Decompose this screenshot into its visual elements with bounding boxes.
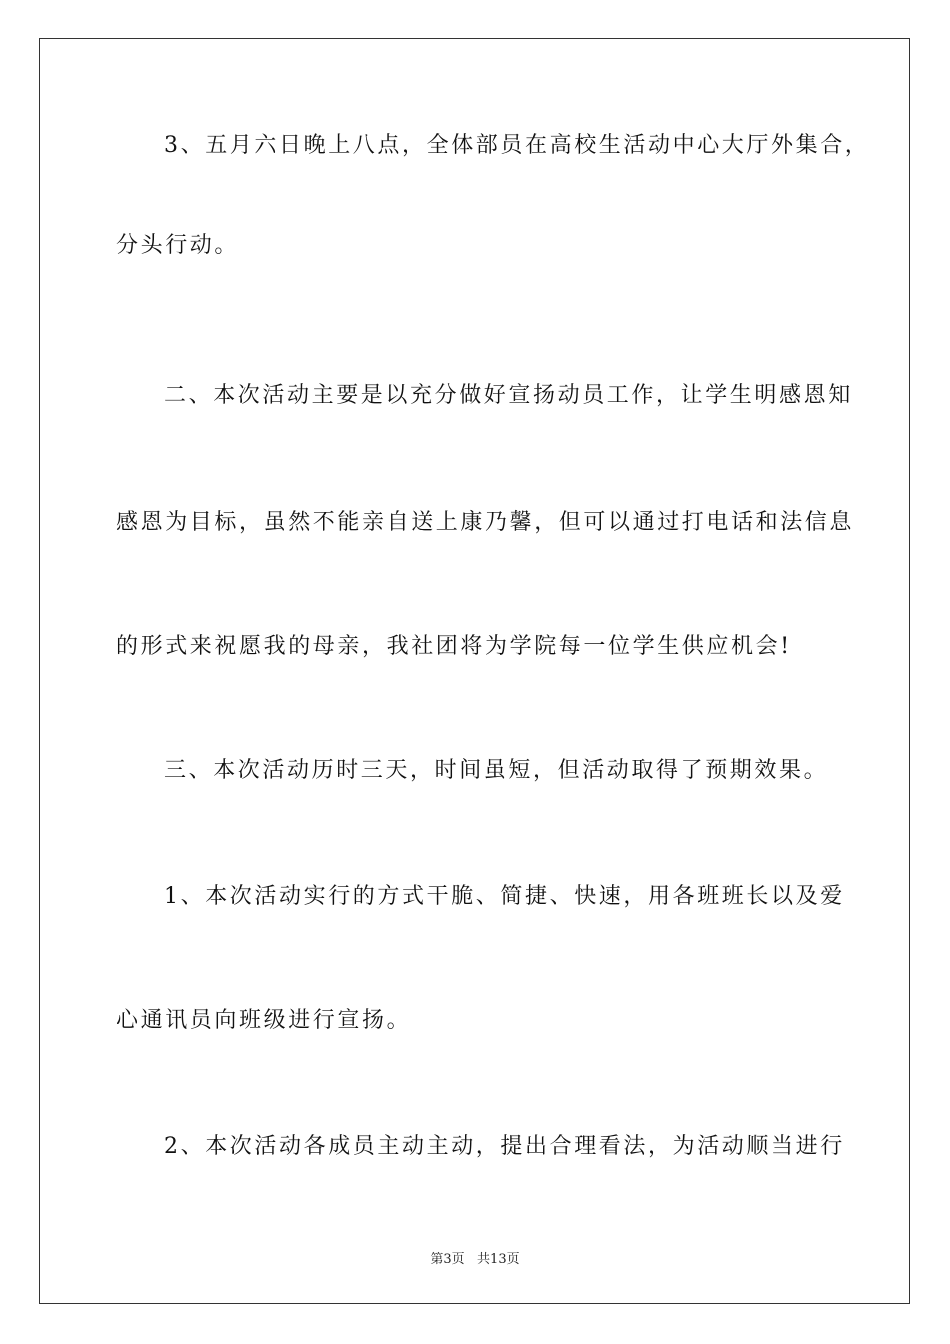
text-line-5: 的形式来祝愿我的母亲，我社团将为学院每一位学生供应机会! [116,634,792,659]
text-line-6: 三、本次活动历时三天，时间虽短，但活动取得了预期效果。 [164,758,829,783]
text-line-8: 心通讯员向班级进行宣扬。 [116,1008,412,1033]
text-line-1: 3、五月六日晚上八点，全体部员在高校生活动中心大厅外集合， [164,133,870,158]
text-line-7: 1、本次活动实行的方式干脆、简捷、快速，用各班班长以及爱 [164,884,845,909]
page-number-footer: 第3页 共13页 [430,1252,520,1267]
text-line-4: 感恩为目标，虽然不能亲自送上康乃馨，但可以通过打电话和法信息 [116,510,855,535]
text-line-9: 2、本次活动各成员主动主动，提出合理看法，为活动顺当进行 [164,1134,845,1159]
text-line-2: 分头行动。 [116,233,240,258]
text-line-3: 二、本次活动主要是以充分做好宣扬动员工作，让学生明感恩知 [164,383,853,408]
page-frame [39,38,910,1304]
